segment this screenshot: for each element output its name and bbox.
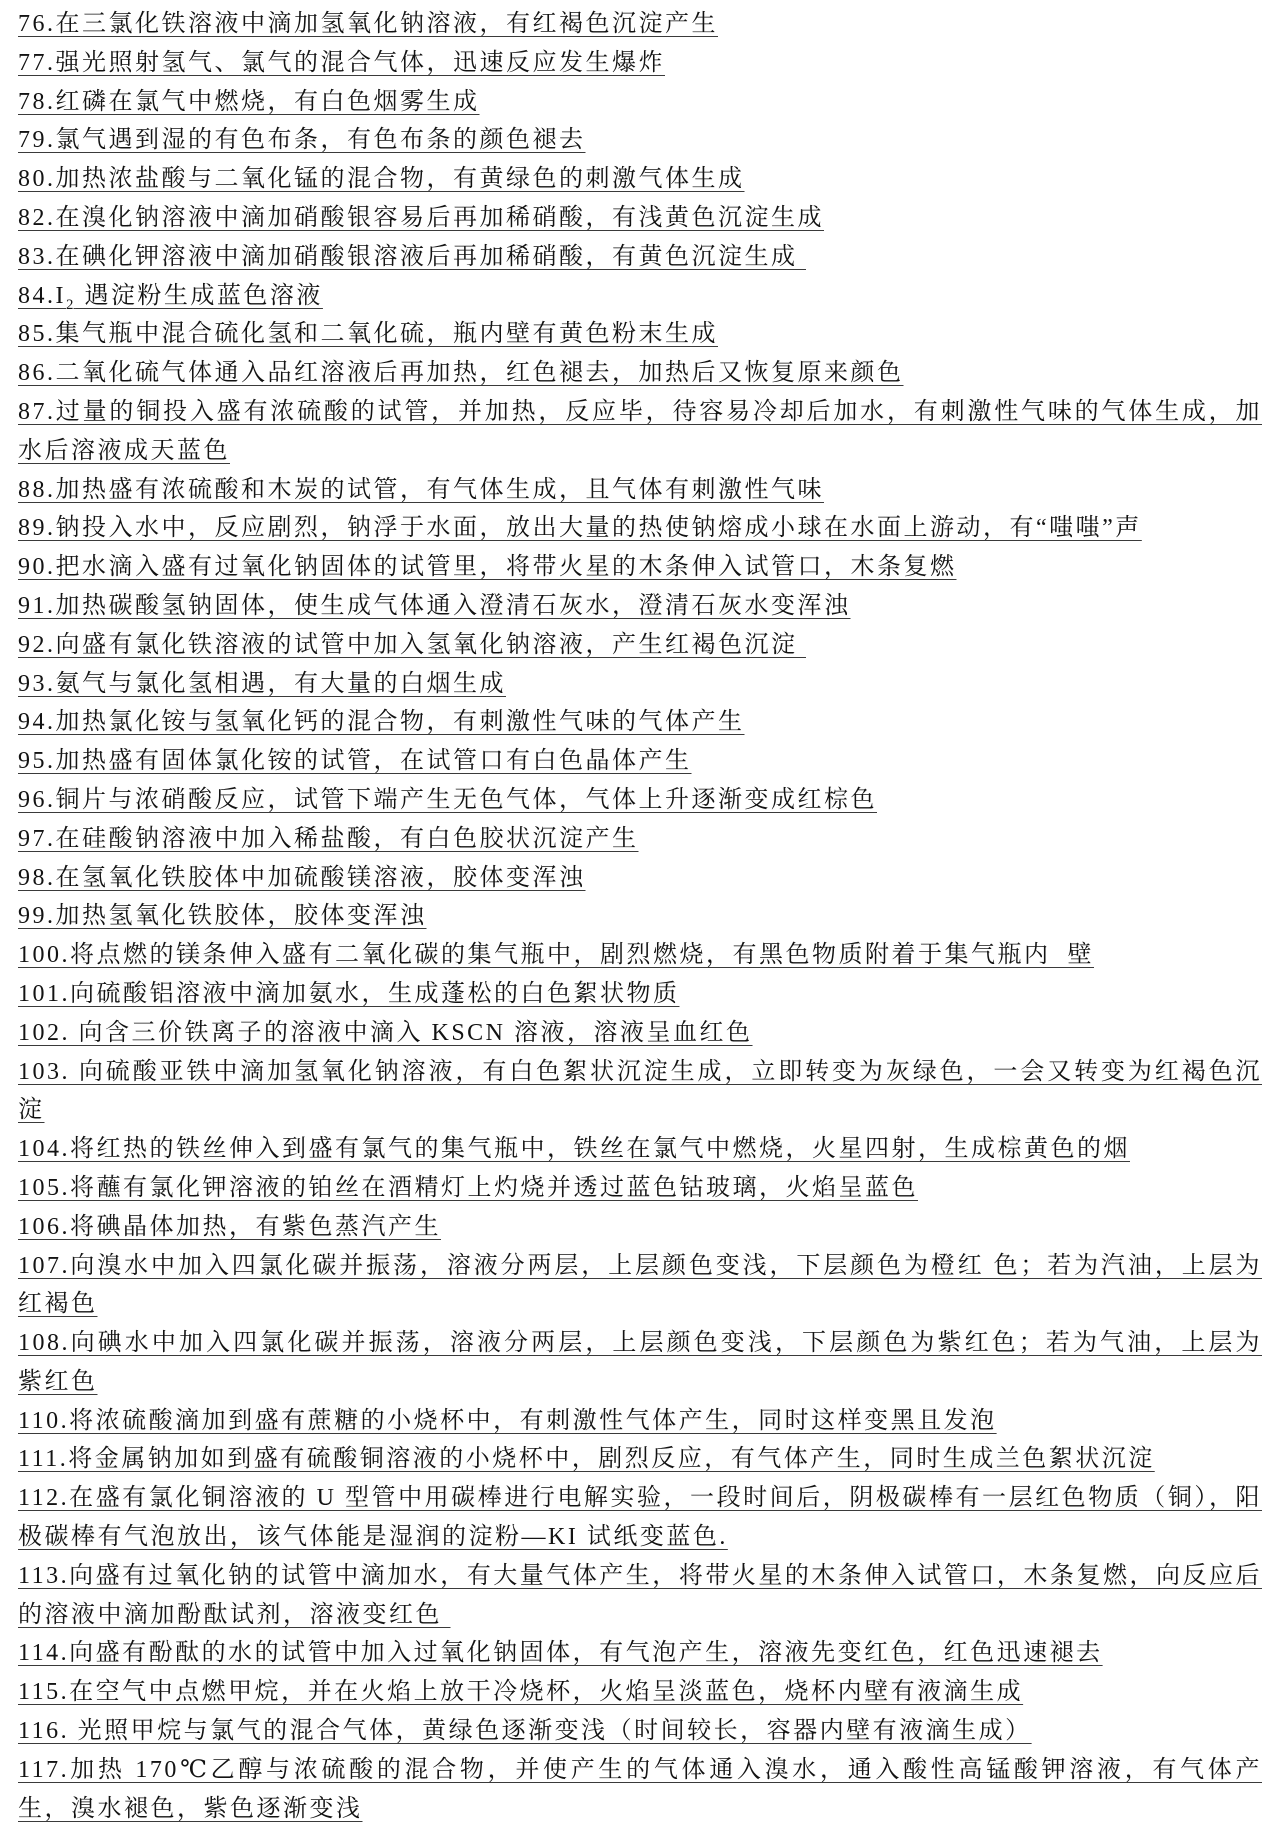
list-item: 103. 向硫酸亚铁中滴加氢氧化钠溶液，有白色絮状沉淀生成，立即转变为灰绿色，一会又转变为红褐色沉淀: [18, 1058, 1262, 1124]
list-item: 78.红磷在氯气中燃烧，有白色烟雾生成: [18, 88, 480, 115]
list-item: 113.向盛有过氧化钠的试管中滴加水，有大量气体产生，将带火星的木条伸入试管口，木条复燃，向反应后的溶液中滴加酚酞试剂，溶液变红色: [18, 1562, 1262, 1628]
list-item: 104.将红热的铁丝伸入到盛有氯气的集气瓶中，铁丝在氯气中燃烧，火星四射，生成棕黄色的烟: [18, 1136, 1130, 1163]
list-item: 88.加热盛有浓硫酸和木炭的试管，有气体生成，且气体有刺激性气味: [18, 476, 824, 503]
list-item: 90.把水滴入盛有过氧化钠固体的试管里，将带火星的木条伸入试管口，木条复燃: [18, 554, 957, 581]
formula-subscript: 2: [66, 296, 76, 313]
list-item: 86.二氧化硫气体通入品红溶液后再加热，红色褪去，加热后又恢复原来颜色: [18, 360, 904, 387]
list-item: [18, 277, 1262, 316]
list-item: 87.过量的铜投入盛有浓硫酸的试管，并加热，反应毕，待容易冷却后加水，有刺激性气味的气体生成，加水后溶液成天蓝色: [18, 398, 1262, 464]
list-item: 106.将碘晶体加热，有紫色蒸汽产生: [18, 1213, 441, 1240]
list-item: 102. 向含三价铁离子的溶液中滴入 KSCN 溶液，溶液呈血红色: [18, 1019, 753, 1046]
list-item: 96.铜片与浓硝酸反应，试管下端产生无色气体，气体上升逐渐变成红棕色: [18, 786, 877, 813]
list-item: 89.钠投入水中，反应剧烈，钠浮于水面，放出大量的热使钠熔成小球在水面上游动，有“嗤嗤”声: [18, 515, 1142, 542]
list-item: 92.向盛有氯化铁溶液的试管中加入氢氧化钠溶液，产生红褐色沉淀: [18, 631, 806, 658]
list-item: 80.加热浓盐酸与二氧化锰的混合物，有黄绿色的刺激气体生成: [18, 166, 745, 193]
list-item: 105.将蘸有氯化钾溶液的铂丝在酒精灯上灼烧并透过蓝色钴玻璃，火焰呈蓝色: [18, 1174, 918, 1201]
list-item: 108.向碘水中加入四氯化碳并振荡，溶液分两层，上层颜色变浅，下层颜色为紫红色；若为气油，上层为紫红色: [18, 1330, 1262, 1395]
list-item: 83.在碘化钾溶液中滴加硝酸银溶液后再加稀硝酸，有黄色沉淀生成: [18, 243, 806, 270]
list-item: 82.在溴化钠溶液中滴加硝酸银容易后再加稀硝酸，有浅黄色沉淀生成: [18, 204, 824, 231]
list-item: 76.在三氯化铁溶液中滴加氢氧化钠溶液，有红褐色沉淀产生: [18, 11, 718, 37]
list-item: 97.在硅酸钠溶液中加入稀盐酸，有白色胶状沉淀产生: [18, 825, 639, 852]
list-item: 115.在空气中点燃甲烷，并在火焰上放干冷烧杯，火焰呈淡蓝色，烧杯内壁有液滴生成: [18, 1679, 1024, 1706]
list-item: 91.加热碳酸氢钠固体，使生成气体通入澄清石灰水，澄清石灰水变浑浊: [18, 592, 851, 619]
list-item: 117.加热 170℃乙醇与浓硫酸的混合物，并使产生的气体通入溴水，通入酸性高锰酸钾溶液，有气体产生，溴水褪色，紫色逐渐变浅: [18, 1756, 1262, 1822]
list-item: 101.向硫酸铝溶液中滴加氨水，生成蓬松的白色絮状物质: [18, 980, 680, 1007]
list-item: 94.加热氯化铵与氢氧化钙的混合物，有刺激性气味的气体产生: [18, 709, 745, 736]
list-item: 111.将金属钠加如到盛有硫酸铜溶液的小烧杯中，剧烈反应，有气体产生，同时生成兰色絮状沉淀: [18, 1446, 1155, 1473]
list-item: 79.氯气遇到湿的有色布条，有色布条的颜色褪去: [18, 127, 586, 154]
list-item: 116. 光照甲烷与氯气的混合气体，黄绿色逐渐变浅（时间较长，容器内壁有液滴生成）: [18, 1718, 1032, 1745]
list-item: 85.集气瓶中混合硫化氢和二氧化硫，瓶内壁有黄色粉末生成: [18, 321, 718, 348]
formula-base: 84.I: [18, 282, 66, 309]
list-item: 110.将浓硫酸滴加到盛有蔗糖的小烧杯中，有刺激性气体产生，同时这样变黑且发泡: [18, 1407, 997, 1434]
list-item: 114.向盛有酚酞的水的试管中加入过氧化钠固体，有气泡产生，溶液先变红色，红色迅速褪去: [18, 1640, 1103, 1667]
list-item: 107.向溴水中加入四氯化碳并振荡，溶液分两层，上层颜色变浅，下层颜色为橙红 色；若为汽油，上层为红褐色: [18, 1252, 1262, 1318]
list-item: 77.强光照射氢气、氯气的混合气体，迅速反应发生爆炸: [18, 49, 665, 76]
list-item-text: 遇淀粉生成蓝色溶液: [75, 282, 323, 309]
list-item: 95.加热盛有固体氯化铵的试管，在试管口有白色晶体产生: [18, 748, 692, 775]
list-item: 93.氨气与氯化氢相遇，有大量的白烟生成: [18, 670, 506, 697]
list-item: 99.加热氢氧化铁胶体，胶体变浑浊: [18, 903, 427, 930]
list-item: 112.在盛有氯化铜溶液的 U 型管中用碳棒进行电解实验，一段时间后，阴极碳棒有一层红色物质（铜），阳极碳棒有气泡放出，该气体能是湿润的淀粉—KI 试纸变蓝色.: [18, 1485, 1262, 1551]
list-item: 98.在氢氧化铁胶体中加硫酸镁溶液，胶体变浑浊: [18, 864, 586, 891]
list-item: 100.将点燃的镁条伸入盛有二氧化碳的集气瓶中，剧烈燃烧，有黑色物质附着于集气瓶内 壁: [18, 942, 1094, 969]
